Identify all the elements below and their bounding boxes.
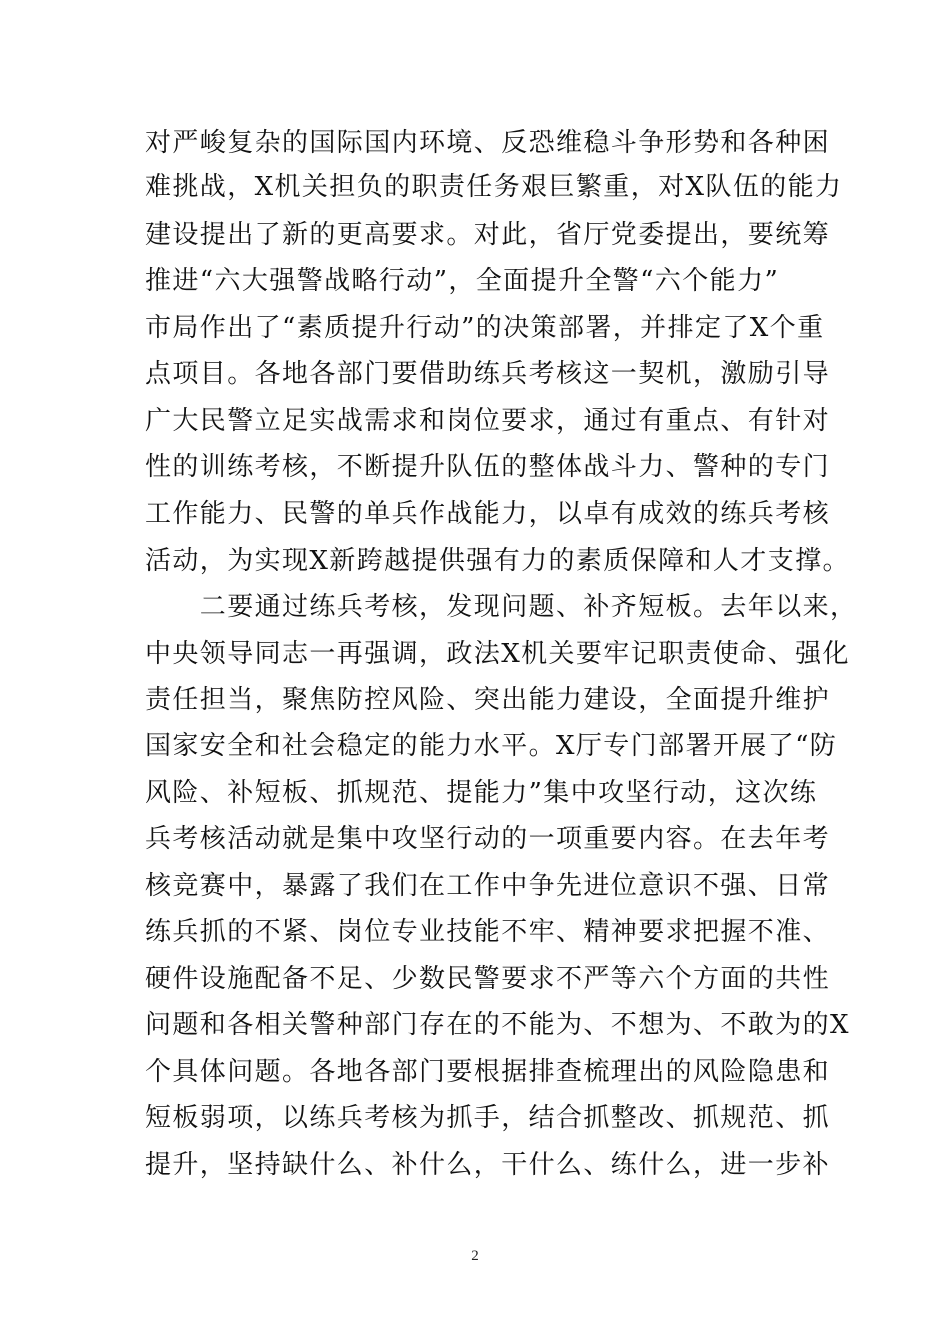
text-line: 练兵抓的不紧、岗位专业技能不牢、精神要求把握不准、	[145, 917, 831, 947]
text-line: 对严峻复杂的国际国内环境、反恐维稳斗争形势和各种困	[145, 128, 831, 158]
text-line: 提升，坚持缺什么、补什么，干什么、练什么，进一步补	[145, 1150, 831, 1180]
text-line: 广大民警立足实战需求和岗位要求，通过有重点、有针对	[145, 406, 831, 436]
text-line: 硬件设施配备不足、少数民警要求不严等六个方面的共性	[145, 964, 831, 994]
page-number: 2	[471, 1248, 479, 1264]
text-line: 活动，为实现X新跨越提供强有力的素质保障和人才支撑。	[145, 546, 850, 576]
text-line: 风险、补短板、抓规范、提能力”集中攻坚行动，这次练	[145, 778, 818, 808]
text-line: 问题和各相关警种部门存在的不能为、不想为、不敢为的X	[145, 1010, 850, 1040]
text-line: 短板弱项，以练兵考核为抓手，结合抓整改、抓规范、抓	[145, 1103, 831, 1133]
text-line: 国家安全和社会稳定的能力水平。X厅专门部署开展了“防	[145, 731, 838, 761]
text-line: 核竞赛中，暴露了我们在工作中争先进位意识不强、日常	[145, 871, 831, 901]
text-line: 性的训练考核，不断提升队伍的整体战斗力、警种的专门	[145, 452, 831, 482]
text-line: 推进“六大强警战略行动”，全面提升全警“六个能力”	[145, 266, 780, 296]
text-line: 点项目。各地各部门要借助练兵考核这一契机，激励引导	[145, 359, 831, 389]
text-line: 工作能力、民警的单兵作战能力，以卓有成效的练兵考核	[145, 499, 831, 529]
text-line: 责任担当，聚焦防控风险、突出能力建设，全面提升维护	[145, 685, 831, 715]
paragraph-start-line: 二要通过练兵考核，发现问题、补齐短板。去年以来，	[145, 592, 858, 622]
text-line: 建设提出了新的更高要求。对此，省厅党委提出，要统筹	[145, 220, 831, 250]
text-line: 个具体问题。各地各部门要根据排查梳理出的风险隐患和	[145, 1057, 831, 1087]
text-line: 市局作出了“素质提升行动”的决策部署，并排定了X个重	[145, 313, 825, 343]
text-line: 兵考核活动就是集中攻坚行动的一项重要内容。在去年考	[145, 824, 831, 854]
text-line: 难挑战，X机关担负的职责任务艰巨繁重，对X队伍的能力	[145, 172, 843, 202]
text-line: 中央领导同志一再强调，政法X机关要牢记职责使命、强化	[145, 639, 850, 669]
